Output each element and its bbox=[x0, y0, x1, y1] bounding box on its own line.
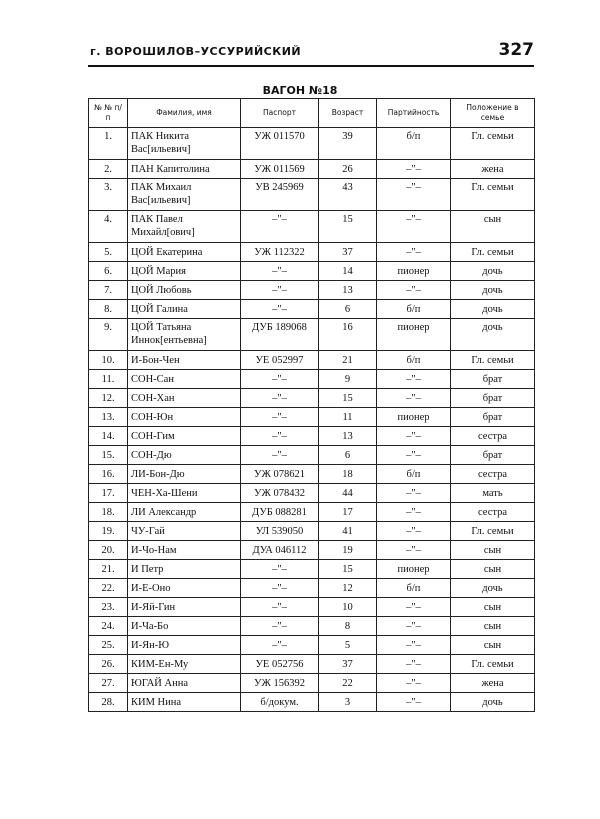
person-name-cell: ПАК Михаил Вас[ильевич] bbox=[128, 179, 241, 211]
family-status-cell: брат bbox=[451, 389, 535, 408]
party-membership-cell: –"– bbox=[377, 636, 451, 655]
row-number-cell: 19. bbox=[89, 522, 128, 541]
passport-number-cell: –"– bbox=[241, 617, 319, 636]
age-cell: 5 bbox=[319, 636, 377, 655]
column-header-passport: Паспорт bbox=[241, 99, 319, 128]
table-row bbox=[89, 427, 535, 446]
party-membership-cell: –"– bbox=[377, 370, 451, 389]
table-row bbox=[89, 179, 535, 211]
page-number: 327 bbox=[498, 40, 534, 60]
passport-number-cell: УЕ 052756 bbox=[241, 655, 319, 674]
family-status-cell: Гл. семьи bbox=[451, 128, 535, 160]
table-row bbox=[89, 503, 535, 522]
party-membership-cell: пионер bbox=[377, 262, 451, 281]
family-status-cell: сын bbox=[451, 617, 535, 636]
age-cell: 26 bbox=[319, 160, 377, 179]
table-row bbox=[89, 598, 535, 617]
passport-number-cell: –"– bbox=[241, 598, 319, 617]
family-status-cell: дочь bbox=[451, 281, 535, 300]
person-name-cell: СОН-Дю bbox=[128, 446, 241, 465]
table-row bbox=[89, 655, 535, 674]
row-number-cell: 25. bbox=[89, 636, 128, 655]
row-number-cell: 28. bbox=[89, 693, 128, 712]
age-cell: 8 bbox=[319, 617, 377, 636]
row-number-cell: 11. bbox=[89, 370, 128, 389]
table-row bbox=[89, 160, 535, 179]
header-divider bbox=[88, 65, 534, 67]
passport-number-cell: УЖ 011569 bbox=[241, 160, 319, 179]
column-header-party: Партийность bbox=[377, 99, 451, 128]
age-cell: 3 bbox=[319, 693, 377, 712]
passport-number-cell: УЖ 011570 bbox=[241, 128, 319, 160]
table-row bbox=[89, 281, 535, 300]
row-number-cell: 2. bbox=[89, 160, 128, 179]
party-membership-cell: пионер bbox=[377, 408, 451, 427]
person-name-cell: И-Яй-Гин bbox=[128, 598, 241, 617]
passport-number-cell: –"– bbox=[241, 446, 319, 465]
party-membership-cell: пионер bbox=[377, 560, 451, 579]
row-number-cell: 22. bbox=[89, 579, 128, 598]
table-row bbox=[89, 617, 535, 636]
person-name-cell: ЦОЙ Татьяна Иннок[ентьевна] bbox=[128, 319, 241, 351]
person-name-cell: ЛИ Александр bbox=[128, 503, 241, 522]
table-row bbox=[89, 465, 535, 484]
passport-number-cell: –"– bbox=[241, 300, 319, 319]
family-status-cell: дочь bbox=[451, 262, 535, 281]
age-cell: 18 bbox=[319, 465, 377, 484]
person-name-cell: И Петр bbox=[128, 560, 241, 579]
age-cell: 14 bbox=[319, 262, 377, 281]
row-number-cell: 1. bbox=[89, 128, 128, 160]
row-number-cell: 17. bbox=[89, 484, 128, 503]
family-status-cell: Гл. семьи bbox=[451, 522, 535, 541]
table-row bbox=[89, 541, 535, 560]
person-name-cell: ЦОЙ Мария bbox=[128, 262, 241, 281]
person-name-cell: И-Ча-Бо bbox=[128, 617, 241, 636]
age-cell: 37 bbox=[319, 243, 377, 262]
passport-number-cell: –"– bbox=[241, 281, 319, 300]
family-status-cell: дочь bbox=[451, 693, 535, 712]
person-name-cell: ПАК Павел Михайл[ович] bbox=[128, 211, 241, 243]
table-row bbox=[89, 128, 535, 160]
age-cell: 17 bbox=[319, 503, 377, 522]
family-status-cell: жена bbox=[451, 160, 535, 179]
age-cell: 12 bbox=[319, 579, 377, 598]
table-row bbox=[89, 408, 535, 427]
family-status-cell: жена bbox=[451, 674, 535, 693]
passport-number-cell: –"– bbox=[241, 636, 319, 655]
age-cell: 15 bbox=[319, 389, 377, 408]
party-membership-cell: –"– bbox=[377, 522, 451, 541]
passport-number-cell: УЖ 112322 bbox=[241, 243, 319, 262]
person-name-cell: И-Ян-Ю bbox=[128, 636, 241, 655]
age-cell: 44 bbox=[319, 484, 377, 503]
age-cell: 6 bbox=[319, 300, 377, 319]
passport-number-cell: УЕ 052997 bbox=[241, 351, 319, 370]
table-row bbox=[89, 674, 535, 693]
column-header-name: Фамилия, имя bbox=[128, 99, 241, 128]
family-status-cell: сын bbox=[451, 636, 535, 655]
passport-number-cell: –"– bbox=[241, 389, 319, 408]
row-number-cell: 27. bbox=[89, 674, 128, 693]
family-status-cell: брат bbox=[451, 446, 535, 465]
person-name-cell: СОН-Сан bbox=[128, 370, 241, 389]
person-name-cell: ЧЕН-Ха-Шени bbox=[128, 484, 241, 503]
party-membership-cell: б/п bbox=[377, 579, 451, 598]
person-name-cell: И-Чо-Нам bbox=[128, 541, 241, 560]
row-number-cell: 6. bbox=[89, 262, 128, 281]
person-name-cell: ЦОЙ Галина bbox=[128, 300, 241, 319]
running-header-title: г. ВОРОШИЛОВ–УССУРИЙСКИЙ bbox=[90, 45, 302, 58]
passport-number-cell: –"– bbox=[241, 427, 319, 446]
family-status-cell: мать bbox=[451, 484, 535, 503]
row-number-cell: 9. bbox=[89, 319, 128, 351]
age-cell: 15 bbox=[319, 560, 377, 579]
passenger-table bbox=[88, 98, 535, 712]
age-cell: 19 bbox=[319, 541, 377, 560]
age-cell: 21 bbox=[319, 351, 377, 370]
person-name-cell: И-Е-Оно bbox=[128, 579, 241, 598]
table-header-row bbox=[89, 99, 535, 128]
passport-number-cell: УЖ 078432 bbox=[241, 484, 319, 503]
passport-number-cell: УЖ 156392 bbox=[241, 674, 319, 693]
row-number-cell: 16. bbox=[89, 465, 128, 484]
table-row bbox=[89, 389, 535, 408]
table-title: ВАГОН №18 bbox=[262, 84, 338, 97]
passport-number-cell: –"– bbox=[241, 370, 319, 389]
passport-number-cell: –"– bbox=[241, 408, 319, 427]
row-number-cell: 23. bbox=[89, 598, 128, 617]
table-row bbox=[89, 693, 535, 712]
passport-number-cell: –"– bbox=[241, 579, 319, 598]
column-header-number: № № п/п bbox=[89, 99, 128, 128]
age-cell: 6 bbox=[319, 446, 377, 465]
passport-number-cell: ДУА 046112 bbox=[241, 541, 319, 560]
row-number-cell: 3. bbox=[89, 179, 128, 211]
party-membership-cell: –"– bbox=[377, 541, 451, 560]
age-cell: 15 bbox=[319, 211, 377, 243]
table-row bbox=[89, 579, 535, 598]
row-number-cell: 24. bbox=[89, 617, 128, 636]
table-row bbox=[89, 351, 535, 370]
party-membership-cell: б/п bbox=[377, 300, 451, 319]
table-row bbox=[89, 211, 535, 243]
party-membership-cell: б/п bbox=[377, 128, 451, 160]
row-number-cell: 4. bbox=[89, 211, 128, 243]
column-header-family-status: Положение в семье bbox=[451, 99, 535, 128]
age-cell: 13 bbox=[319, 427, 377, 446]
party-membership-cell: –"– bbox=[377, 160, 451, 179]
passport-number-cell: б/докум. bbox=[241, 693, 319, 712]
table-row bbox=[89, 243, 535, 262]
person-name-cell: ПАН Капитолина bbox=[128, 160, 241, 179]
family-status-cell: сестра bbox=[451, 503, 535, 522]
party-membership-cell: –"– bbox=[377, 503, 451, 522]
party-membership-cell: –"– bbox=[377, 674, 451, 693]
family-status-cell: дочь bbox=[451, 579, 535, 598]
party-membership-cell: –"– bbox=[377, 243, 451, 262]
passport-number-cell: УЛ 539050 bbox=[241, 522, 319, 541]
age-cell: 11 bbox=[319, 408, 377, 427]
age-cell: 43 bbox=[319, 179, 377, 211]
party-membership-cell: –"– bbox=[377, 484, 451, 503]
person-name-cell: КИМ Нина bbox=[128, 693, 241, 712]
age-cell: 10 bbox=[319, 598, 377, 617]
row-number-cell: 7. bbox=[89, 281, 128, 300]
row-number-cell: 13. bbox=[89, 408, 128, 427]
row-number-cell: 15. bbox=[89, 446, 128, 465]
party-membership-cell: –"– bbox=[377, 693, 451, 712]
age-cell: 9 bbox=[319, 370, 377, 389]
table-row bbox=[89, 446, 535, 465]
family-status-cell: сын bbox=[451, 598, 535, 617]
row-number-cell: 10. bbox=[89, 351, 128, 370]
passport-number-cell: УВ 245969 bbox=[241, 179, 319, 211]
person-name-cell: ЛИ-Бон-Дю bbox=[128, 465, 241, 484]
person-name-cell: ПАК Никита Вас[ильевич] bbox=[128, 128, 241, 160]
party-membership-cell: –"– bbox=[377, 446, 451, 465]
passport-number-cell: ДУБ 189068 bbox=[241, 319, 319, 351]
age-cell: 16 bbox=[319, 319, 377, 351]
family-status-cell: Гл. семьи bbox=[451, 243, 535, 262]
family-status-cell: дочь bbox=[451, 300, 535, 319]
age-cell: 41 bbox=[319, 522, 377, 541]
passport-number-cell: УЖ 078621 bbox=[241, 465, 319, 484]
table-row bbox=[89, 319, 535, 351]
person-name-cell: СОН-Хан bbox=[128, 389, 241, 408]
person-name-cell: СОН-Юн bbox=[128, 408, 241, 427]
row-number-cell: 18. bbox=[89, 503, 128, 522]
family-status-cell: Гл. семьи bbox=[451, 179, 535, 211]
party-membership-cell: –"– bbox=[377, 211, 451, 243]
row-number-cell: 12. bbox=[89, 389, 128, 408]
family-status-cell: сын bbox=[451, 541, 535, 560]
party-membership-cell: –"– bbox=[377, 655, 451, 674]
age-cell: 39 bbox=[319, 128, 377, 160]
family-status-cell: сын bbox=[451, 211, 535, 243]
family-status-cell: брат bbox=[451, 370, 535, 389]
table-body bbox=[89, 128, 535, 712]
table-row bbox=[89, 636, 535, 655]
family-status-cell: сын bbox=[451, 560, 535, 579]
row-number-cell: 14. bbox=[89, 427, 128, 446]
age-cell: 37 bbox=[319, 655, 377, 674]
party-membership-cell: –"– bbox=[377, 427, 451, 446]
person-name-cell: ЦОЙ Любовь bbox=[128, 281, 241, 300]
row-number-cell: 21. bbox=[89, 560, 128, 579]
family-status-cell: сестра bbox=[451, 465, 535, 484]
table-row bbox=[89, 300, 535, 319]
passport-number-cell: –"– bbox=[241, 211, 319, 243]
column-header-age: Возраст bbox=[319, 99, 377, 128]
person-name-cell: ЦОЙ Екатерина bbox=[128, 243, 241, 262]
table-row bbox=[89, 370, 535, 389]
person-name-cell: ЮГАЙ Анна bbox=[128, 674, 241, 693]
age-cell: 22 bbox=[319, 674, 377, 693]
family-status-cell: Гл. семьи bbox=[451, 351, 535, 370]
passport-number-cell: –"– bbox=[241, 560, 319, 579]
row-number-cell: 26. bbox=[89, 655, 128, 674]
family-status-cell: брат bbox=[451, 408, 535, 427]
person-name-cell: И-Бон-Чен bbox=[128, 351, 241, 370]
party-membership-cell: –"– bbox=[377, 389, 451, 408]
row-number-cell: 8. bbox=[89, 300, 128, 319]
person-name-cell: СОН-Гим bbox=[128, 427, 241, 446]
row-number-cell: 20. bbox=[89, 541, 128, 560]
family-status-cell: сестра bbox=[451, 427, 535, 446]
party-membership-cell: –"– bbox=[377, 598, 451, 617]
party-membership-cell: б/п bbox=[377, 465, 451, 484]
table-row bbox=[89, 560, 535, 579]
family-status-cell: Гл. семьи bbox=[451, 655, 535, 674]
table-row bbox=[89, 484, 535, 503]
party-membership-cell: –"– bbox=[377, 179, 451, 211]
passport-number-cell: –"– bbox=[241, 262, 319, 281]
age-cell: 13 bbox=[319, 281, 377, 300]
row-number-cell: 5. bbox=[89, 243, 128, 262]
table-row bbox=[89, 262, 535, 281]
party-membership-cell: –"– bbox=[377, 617, 451, 636]
person-name-cell: КИМ-Ен-Му bbox=[128, 655, 241, 674]
party-membership-cell: пионер bbox=[377, 319, 451, 351]
party-membership-cell: б/п bbox=[377, 351, 451, 370]
family-status-cell: дочь bbox=[451, 319, 535, 351]
passport-number-cell: ДУБ 088281 bbox=[241, 503, 319, 522]
person-name-cell: ЧУ-Гай bbox=[128, 522, 241, 541]
party-membership-cell: –"– bbox=[377, 281, 451, 300]
table-row bbox=[89, 522, 535, 541]
